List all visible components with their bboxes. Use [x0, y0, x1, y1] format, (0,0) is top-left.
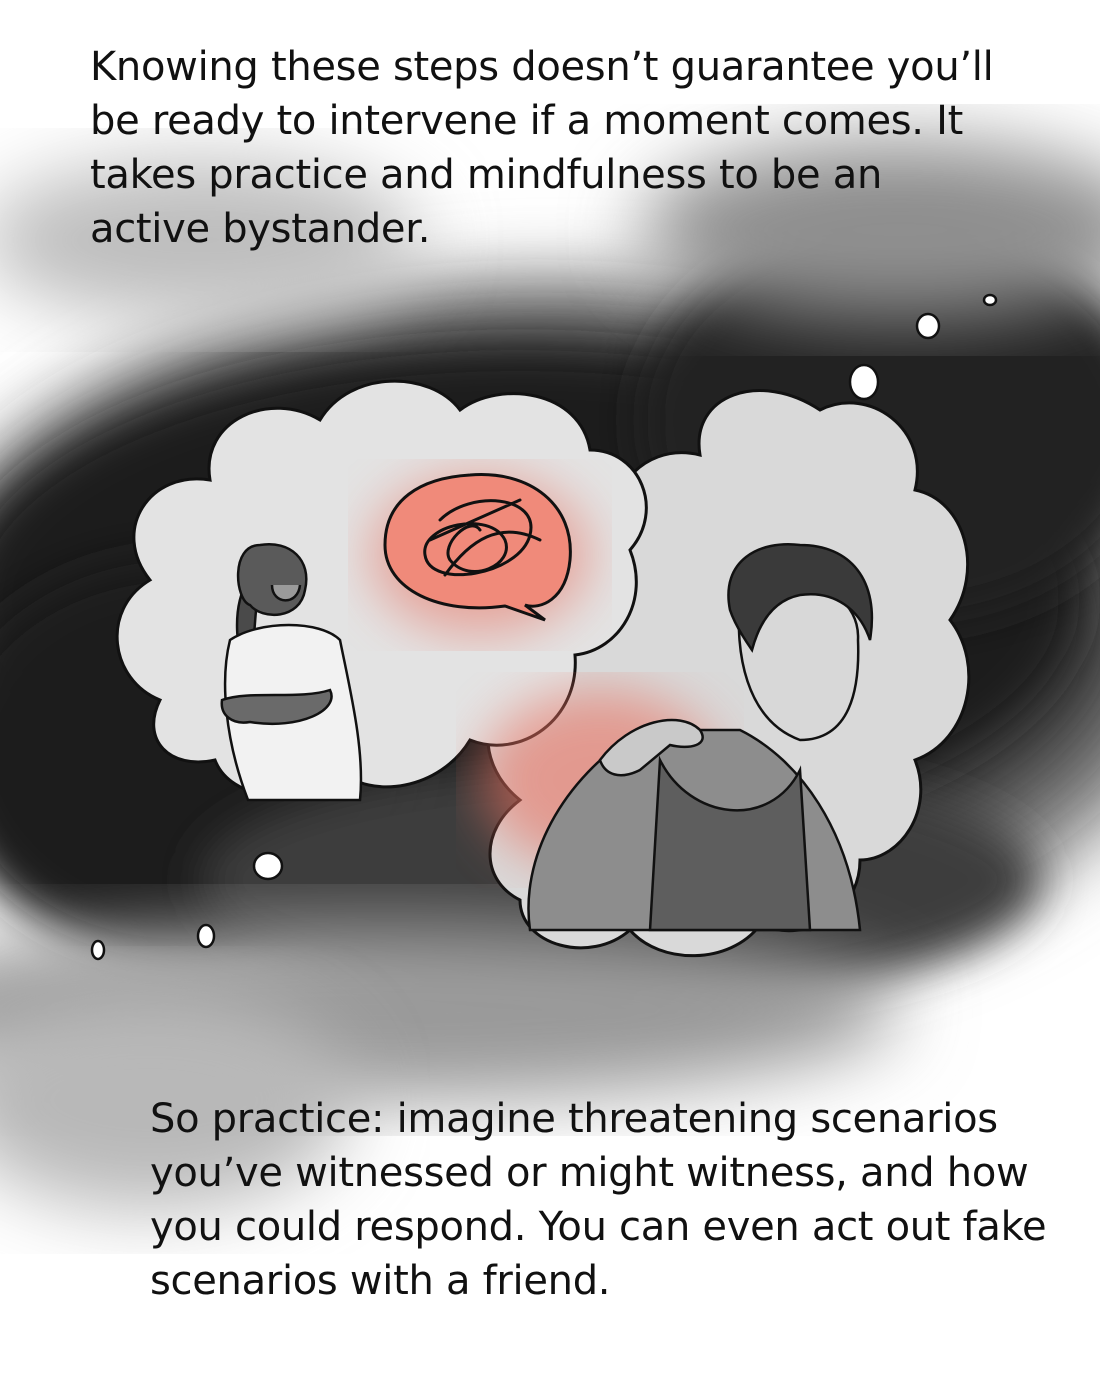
thought-dot	[850, 365, 878, 399]
bottom-caption: So practice: imagine threatening scenarios you’ve witnessed or might witness, and how you could respond. You can even act out fake scenarios with a friend.	[150, 1096, 1047, 1304]
thought-dot	[198, 925, 214, 947]
thought-dot	[92, 941, 104, 959]
thought-dot	[984, 295, 996, 305]
top-caption: Knowing these steps doesn’t guarantee you’ll be ready to intervene if a moment comes. It takes practice and mindfulness to be an active bystander.	[90, 44, 994, 252]
thought-dot	[917, 314, 939, 338]
thought-dot	[254, 853, 282, 879]
